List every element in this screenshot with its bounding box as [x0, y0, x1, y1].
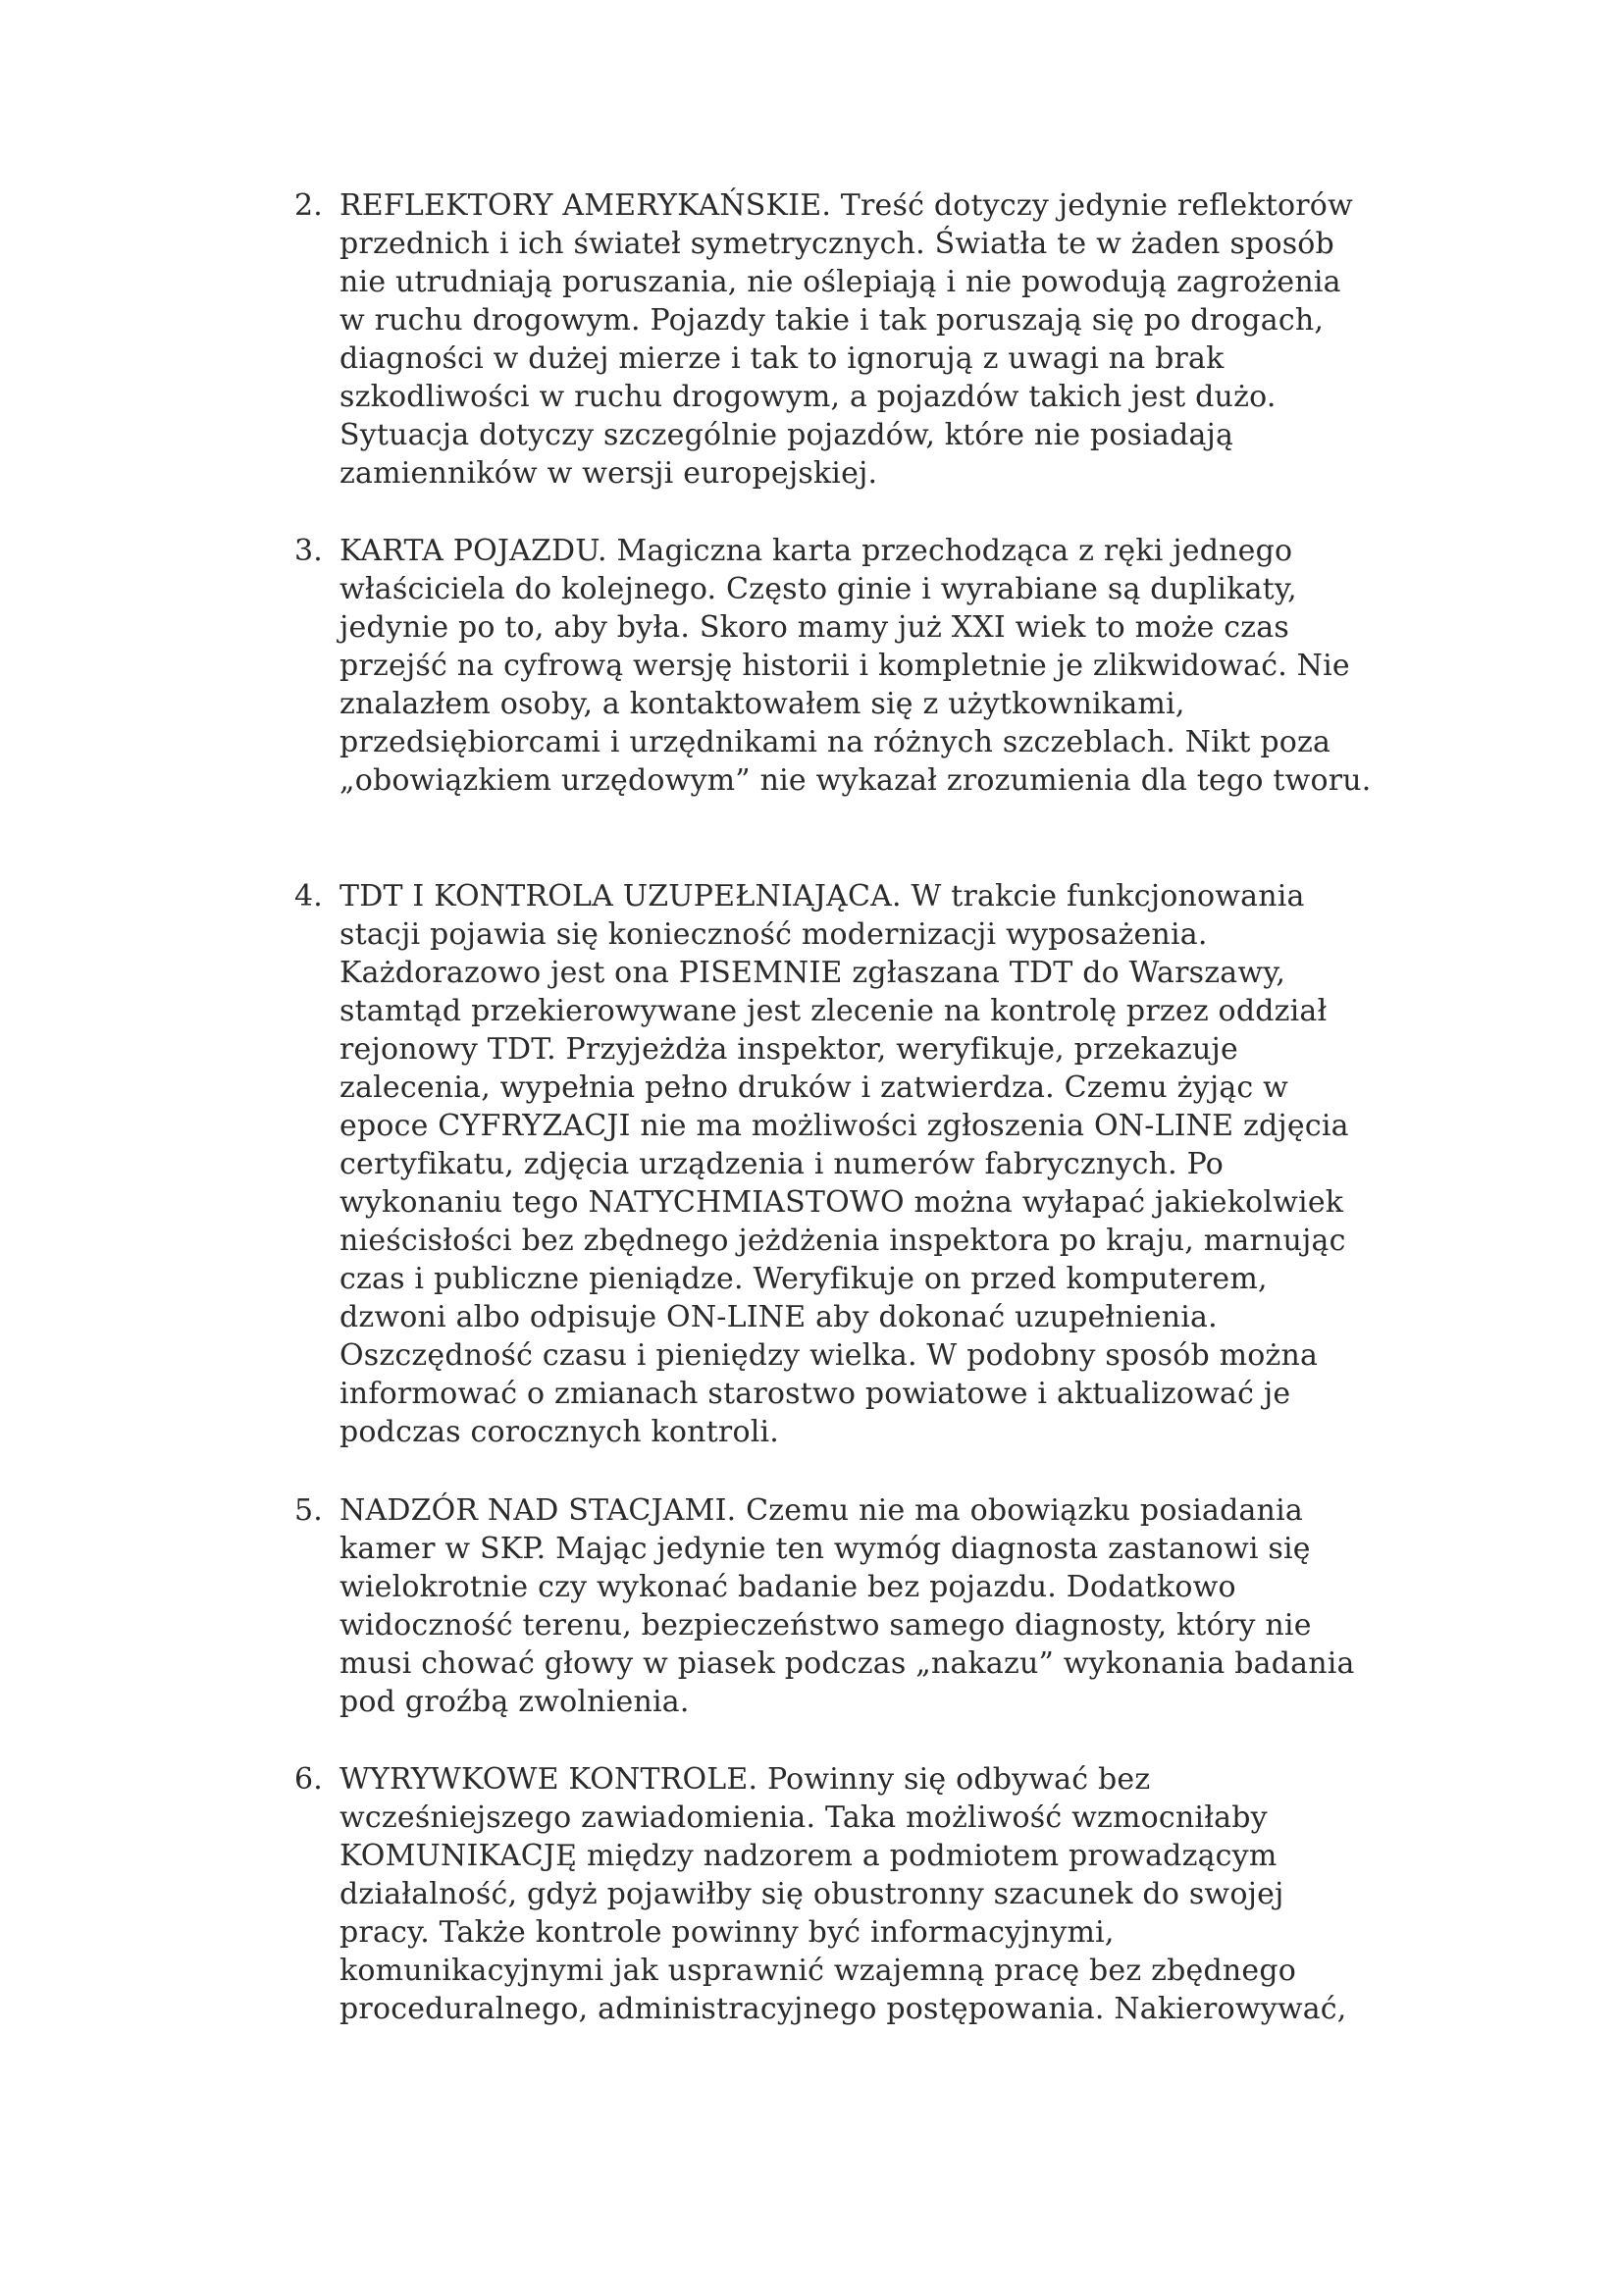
text-line: podczas corocznych kontroli. — [339, 1415, 780, 1449]
text-line: stacji pojawia się konieczność modernizacji wyposażenia. — [339, 917, 1208, 952]
text-line: w ruchu drogowym. Pojazdy takie i tak poruszają się po drogach, — [339, 303, 1325, 338]
text-line: WYRYWKOWE KONTROLE. Powinny się odbywać bez — [339, 1762, 1151, 1797]
text-line: diagności w dużej mierze i tak to ignorują z uwagi na brak — [339, 341, 1225, 376]
text-line: dzwoni albo odpisuje ON-LINE aby dokonać uzupełnienia. — [339, 1300, 1218, 1334]
text-line: komunikacyjnymi jak usprawnić wzajemną pracę bez zbędnego — [339, 1954, 1297, 1988]
item-text — [339, 186, 1452, 493]
list-item-tdt-kontrola — [294, 877, 1452, 1451]
text-line: NADZÓR NAD STACJAMI. Czemu nie ma obowiązku posiadania — [339, 1493, 1303, 1528]
text-line: „obowiązkiem urzędowym” nie wykazał zrozumienia dla tego tworu. — [339, 763, 1372, 798]
text-line: znalazłem osoby, a kontaktowałem się z użytkownikami, — [339, 687, 1185, 721]
text-line: nieścisłości bez zbędnego jeżdżenia inspektora po kraju, marnując — [339, 1224, 1346, 1258]
item-number: 3. — [294, 534, 324, 568]
text-line: pod groźbą zwolnienia. — [339, 1685, 690, 1719]
item-text — [339, 1491, 1452, 1721]
text-line: KOMUNIKACJĘ między nadzorem a podmiotem prowadzącym — [339, 1839, 1278, 1873]
text-line: certyfikatu, zdjęcia urządzenia i numerów fabrycznych. Po — [339, 1147, 1225, 1181]
text-line: przedsiębiorcami i urzędnikami na różnych szczeblach. Nikt poza — [339, 725, 1331, 759]
text-line: wielokrotnie czy wykonać badanie bez pojazdu. Dodatkowo — [339, 1570, 1236, 1604]
text-line: nie utrudniają poruszania, nie oślepiają i nie powodują zagrożenia — [339, 265, 1341, 299]
text-line: jedynie po to, aby była. Skoro mamy już XXI wiek to może czas — [339, 610, 1289, 645]
text-line: przednich i ich świateł symetrycznych. Światła te w żaden sposób — [339, 227, 1334, 261]
text-line: zalecenia, wypełnia pełno druków i zatwierdza. Czemu żyjąc w — [339, 1070, 1289, 1105]
text-line: czas i publiczne pieniądze. Weryfikuje on przed komputerem, — [339, 1262, 1268, 1296]
item-text — [339, 1760, 1452, 2028]
text-line: pracy. Także kontrole powinny być informacyjnymi, — [339, 1915, 1115, 1950]
item-number: 4. — [294, 879, 324, 913]
list-item-reflektory — [294, 186, 1452, 493]
item-number: 6. — [294, 1762, 324, 1797]
item-text — [339, 877, 1452, 1451]
text-line: epoce CYFRYZACJI nie ma możliwości zgłoszenia ON-LINE zdjęcia — [339, 1109, 1349, 1143]
text-line: informować o zmianach starostwo powiatowe i aktualizować je — [339, 1377, 1291, 1411]
text-line: szkodliwości w ruchu drogowym, a pojazdów takich jest dużo. — [339, 380, 1277, 414]
text-line: przejść na cyfrową wersję historii i kompletnie je zlikwidować. Nie — [339, 649, 1350, 683]
list-item-wyrywkowe-kontrole — [294, 1760, 1452, 2028]
text-line: działalność, gdyż pojawiłby się obustronny szacunek do swojej — [339, 1877, 1284, 1911]
text-line: Każdorazowo jest ona PISEMNIE zgłaszana TDT do Warszawy, — [339, 956, 1286, 990]
text-line: musi chować głowy w piasek podczas „nakazu” wykonania badania — [339, 1646, 1355, 1681]
item-number: 5. — [294, 1493, 324, 1528]
item-text — [339, 532, 1452, 800]
text-line: stamtąd przekierowywane jest zlecenie na kontrolę przez oddział — [339, 994, 1328, 1028]
text-line: wykonaniu tego NATYCHMIASTOWO można wyłapać jakiekolwiek — [339, 1185, 1344, 1220]
text-line: Sytuacja dotyczy szczególnie pojazdów, które nie posiadają — [339, 418, 1234, 452]
list-item-nadzor — [294, 1491, 1452, 1721]
text-line: KARTA POJAZDU. Magiczna karta przechodząca z ręki jednego — [339, 534, 1293, 568]
text-line: REFLEKTORY AMERYKAŃSKIE. Treść dotyczy jedynie reflektorów — [339, 188, 1353, 223]
text-line: rejonowy TDT. Przyjeżdża inspektor, weryfikuje, przekazuje — [339, 1032, 1238, 1067]
list-item-karta-pojazdu — [294, 532, 1452, 800]
text-line: proceduralnego, administracyjnego postępowania. Nakierowywać, — [339, 1992, 1347, 2026]
text-line: kamer w SKP. Mając jedynie ten wymóg diagnosta zastanowi się — [339, 1532, 1311, 1566]
text-line: Oszczędność czasu i pieniędzy wielka. W podobny sposób można — [339, 1338, 1319, 1373]
text-line: właściciela do kolejnego. Często ginie i wyrabiane są duplikaty, — [339, 572, 1297, 606]
text-line: zamienników w wersji europejskiej. — [339, 456, 878, 491]
text-line: wcześniejszego zawiadomienia. Taka możliwość wzmocniłaby — [339, 1800, 1268, 1835]
text-line: widoczność terenu, bezpieczeństwo samego diagnosty, który nie — [339, 1608, 1312, 1643]
text-line: TDT I KONTROLA UZUPEŁNIAJĄCA. W trakcie funkcjonowania — [339, 879, 1305, 913]
item-number: 2. — [294, 188, 324, 223]
